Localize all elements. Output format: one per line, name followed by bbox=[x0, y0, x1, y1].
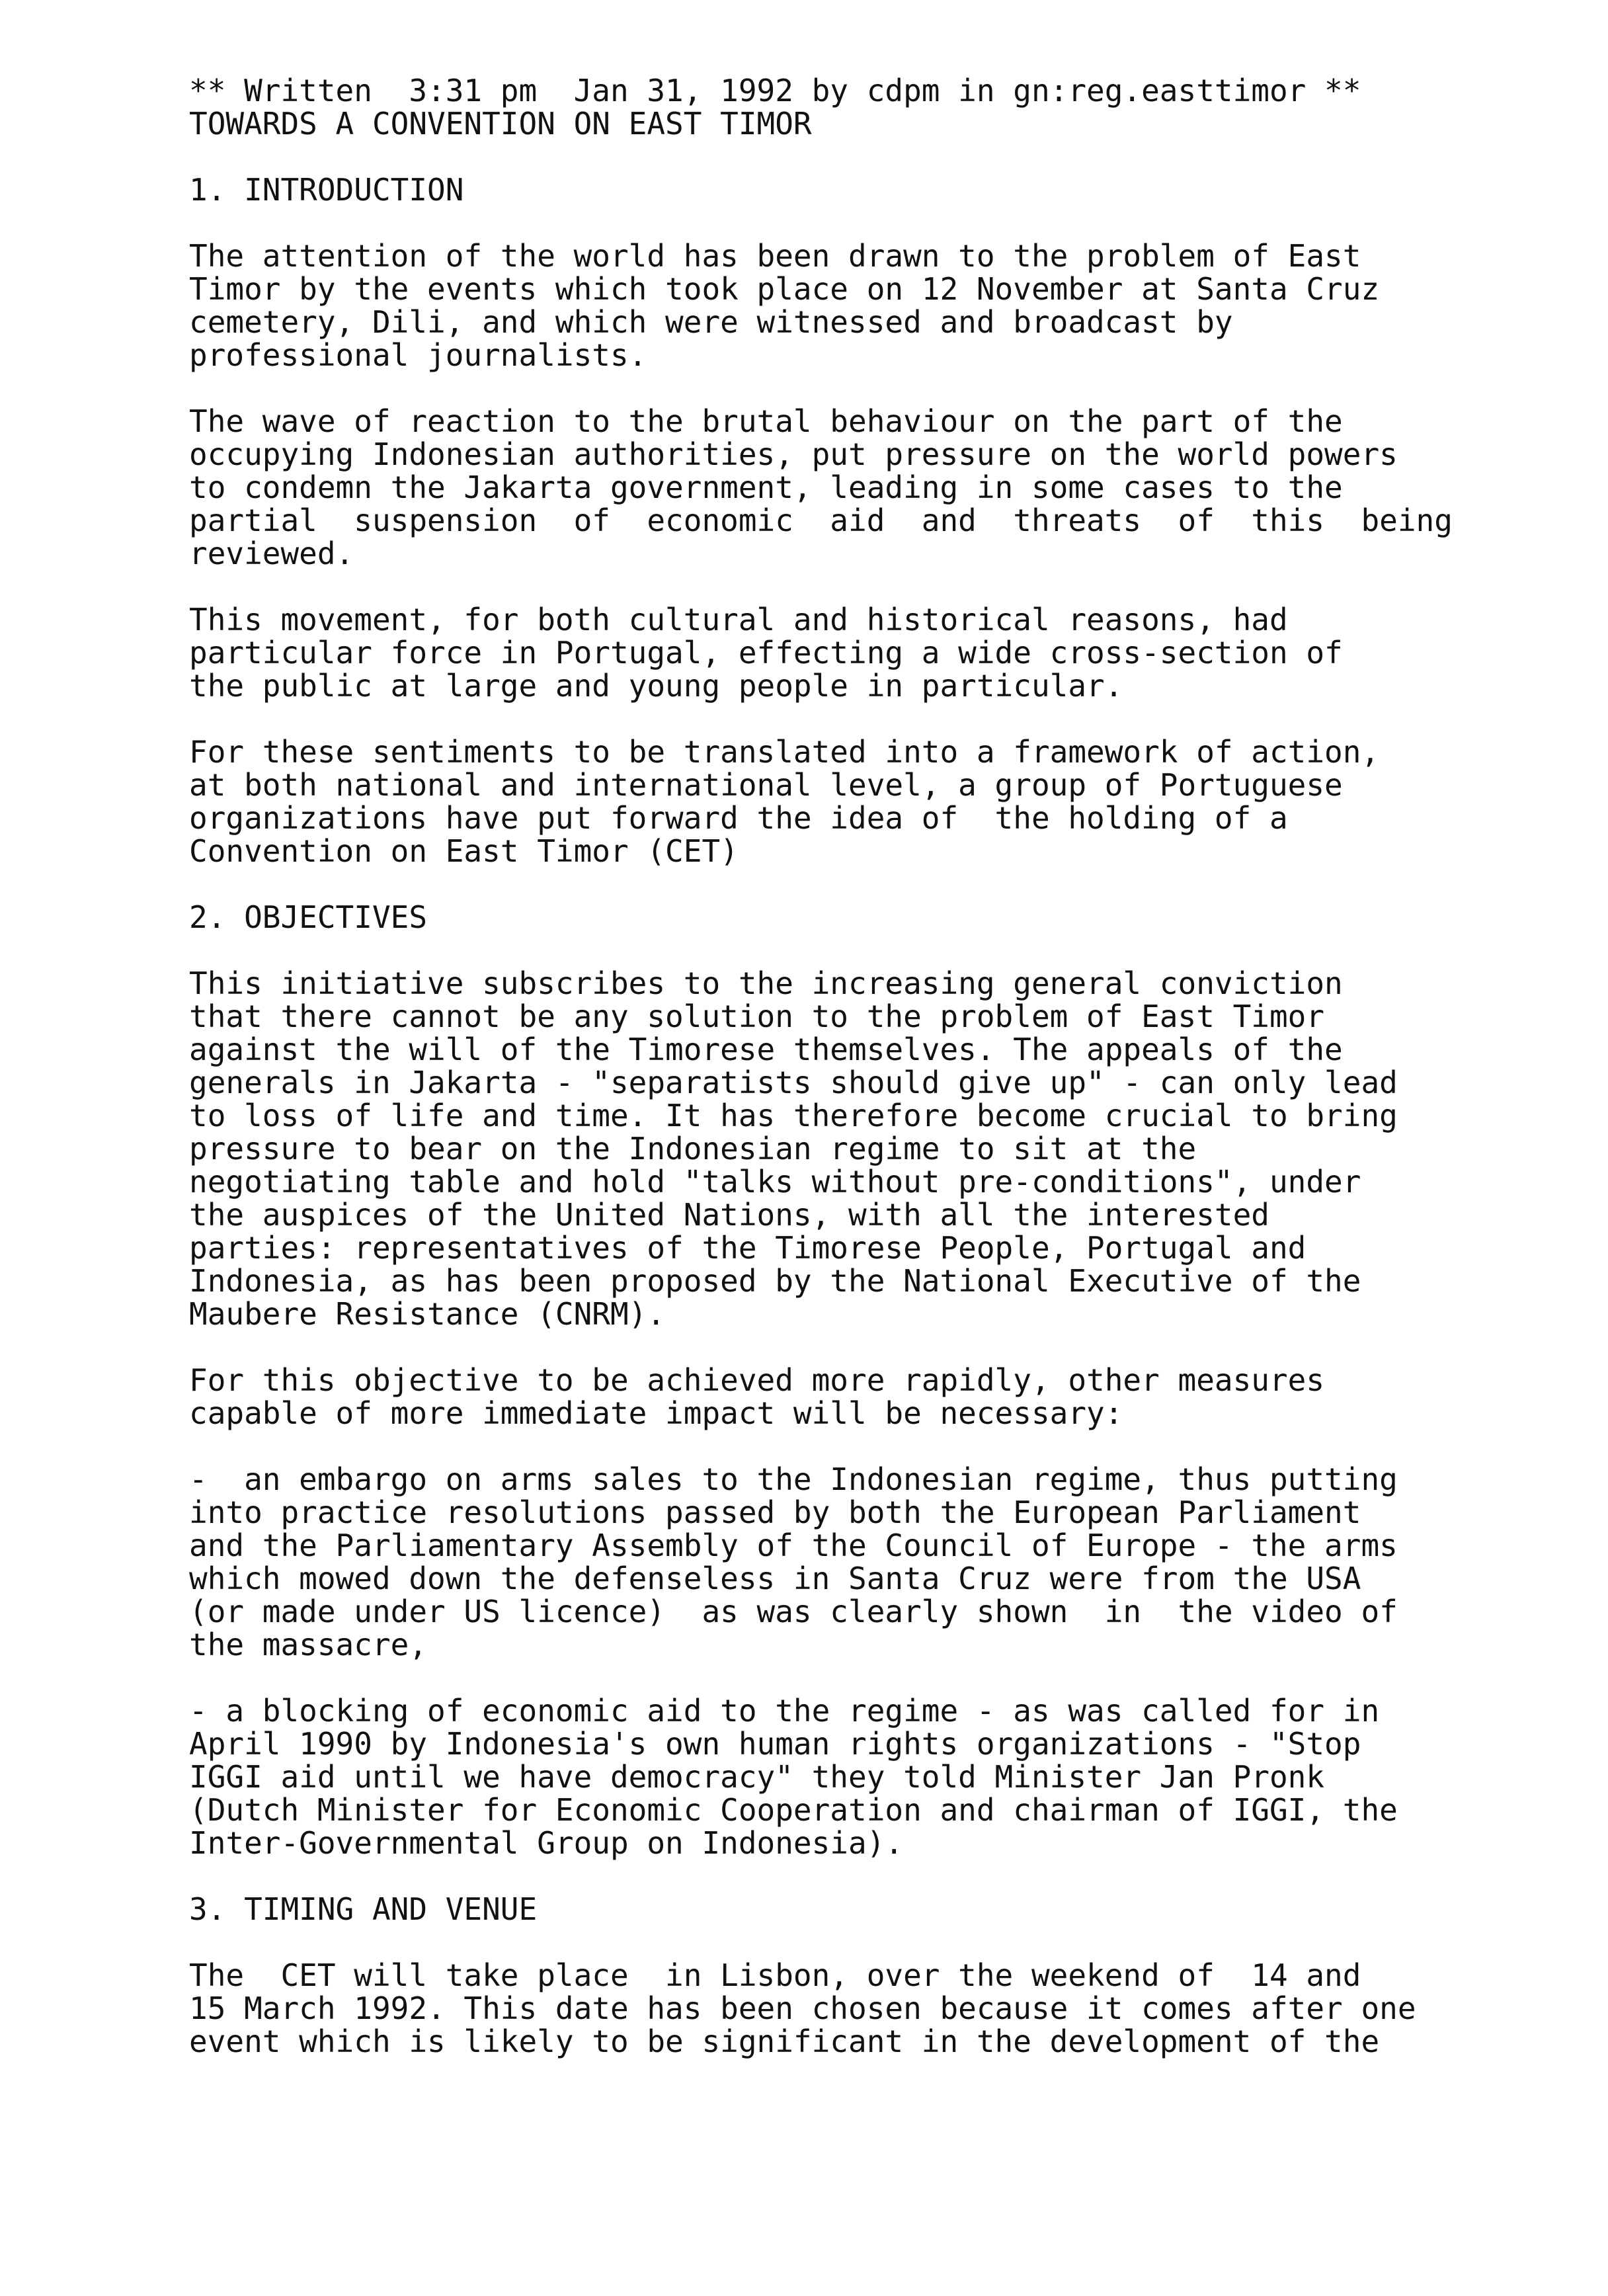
posting-info: ** Written 3:31 pm Jan 31, 1992 by cdpm in gn:reg.easttimor ** bbox=[189, 73, 1361, 108]
document-title: TOWARDS A CONVENTION ON EAST TIMOR bbox=[189, 106, 812, 142]
section-heading-introduction: 1. INTRODUCTION bbox=[189, 172, 464, 208]
paragraph: For this objective to be achieved more rapidly, other measures capable of more immediate impact will be necessary: bbox=[189, 1362, 1325, 1431]
document-page bbox=[189, 74, 1518, 2058]
document-header bbox=[189, 74, 1518, 140]
section-heading-timing-and-venue: 3. TIMING AND VENUE bbox=[189, 1891, 538, 1927]
paragraph: For these sentiments to be translated into a framework of action, at both national and international level, a group of Portuguese organizations have put forward the idea of the holding of a Convention on East Timor (CET) bbox=[189, 734, 1380, 869]
bullet-item: - a blocking of economic aid to the regime - as was called for in April 1990 by Indonesia's own human rights organizations - "Stop IGGI aid until we have democracy" they told Minister Jan Pronk (Dutch Minister for Economic Cooperation and chairman of IGGI, the Inter-Governmental Group on Indonesia). bbox=[189, 1693, 1398, 1861]
bullet-item: - an embargo on arms sales to the Indonesian regime, thus putting into practice resolutions passed by both the European Parliament and the Parliamentary Assembly of the Council of Europe - the arms which mowed down the defenseless in Santa Cruz were from the USA (or made under US licence) as was clearly shown in the video of the massacre, bbox=[189, 1461, 1398, 1662]
paragraph: The attention of the world has been drawn to the problem of East Timor by the events which took place on 12 November at Santa Cruz cemetery, Dili, and which were witnessed and broadcast by professional journalists. bbox=[189, 238, 1380, 373]
paragraph: This movement, for both cultural and historical reasons, had particular force in Portugal, effecting a wide cross-section of the public at large and young people in particular. bbox=[189, 602, 1343, 704]
section-heading-objectives: 2. OBJECTIVES bbox=[189, 899, 428, 935]
paragraph: The CET will take place in Lisbon, over the weekend of 14 and 15 March 1992. This date has been chosen because it comes after one event which is likely to be significant in the development of the bbox=[189, 1957, 1416, 2059]
paragraph: The wave of reaction to the brutal behaviour on the part of the occupying Indonesian authorities, put pressure on the world powers to condemn the Jakarta government, leading in some cases to the partial suspension of economic aid and threats of this being reviewed. bbox=[189, 403, 1453, 571]
paragraph: This initiative subscribes to the increasing general conviction that there cannot be any solution to the problem of East Timor against the will of the Timorese themselves. The appeals of the generals in Jakarta - "separatists should give up" - can only lead to loss of life and time. It has therefore become crucial to bring pressure to bear on the Indonesian regime to sit at the negotiating table and hold "talks without pre-conditions", under the auspices of the United Nations, with all the interested parties: representatives of the Timorese People, Portugal and Indonesia, as has been proposed by the National Executive of the Maubere Resistance (CNRM). bbox=[189, 965, 1398, 1332]
